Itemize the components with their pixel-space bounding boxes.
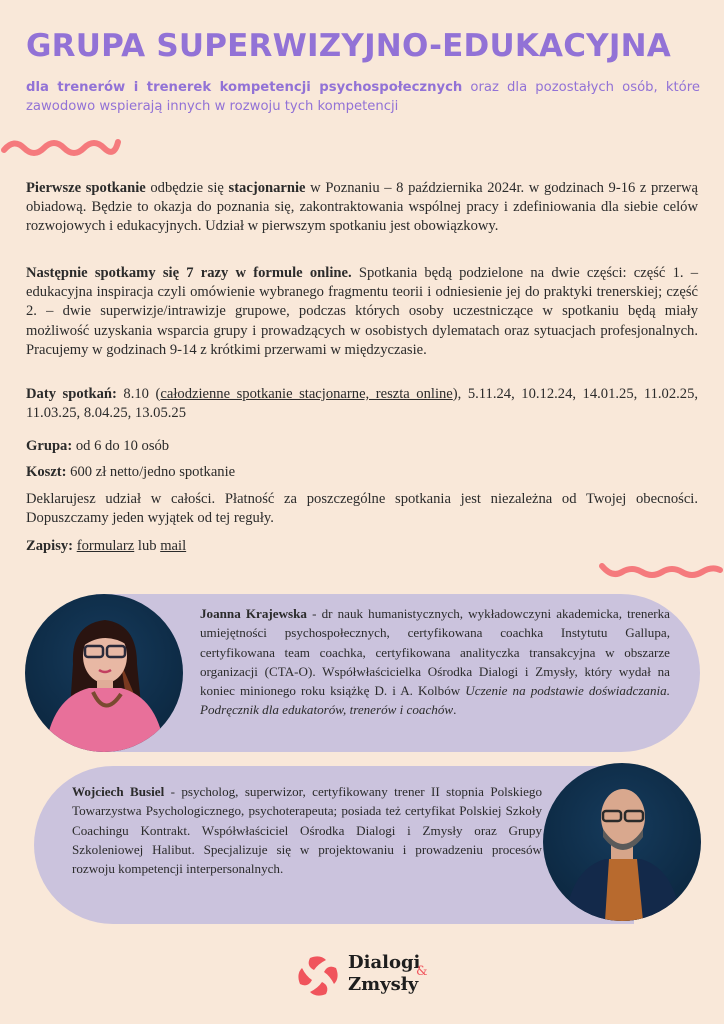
text: 8.10 ( [116,386,161,402]
dialogi-zmysly-logo [296,952,436,1002]
logo-line1: Dialogi [348,952,421,973]
trainer-bio-text: - psycholog, superwizor, certyfikowany trener II stopnia Polskiego Towarzystwa Psychologicznego, psychoterapeuta; posiada też certyfikat Polskiej Szkoły Coachingu Kontrakt. Współwłaściciel Ośrodka Dialogi i Zmysły oraz Grupy Szkoleniowej Halibut. Specjalizuje się w projektowaniu i prowadzeniu procesów rozwoju kompetencji interpersonalnych. [72,784,542,877]
form-link[interactable]: formularz [76,538,135,554]
cost-value: 600 zł netto/jedno spotkanie [66,464,236,480]
trainer-name: Joanna Krajewska [200,606,307,621]
trainer-bio-wojciech [72,782,542,878]
dates-label: Daty spotkań: [26,386,117,402]
text: odbędzie się [145,180,229,196]
book-title: Uczenie na podstawie doświadczania. Podręcznik dla edukatorów, trenerów i coachów [200,683,670,718]
signup-label: Zapisy: [26,538,74,554]
mail-link[interactable]: mail [160,538,187,554]
group-value: od 6 do 10 osób [72,438,170,454]
logo-ampersand: & [416,964,428,979]
meeting-dates [26,385,698,423]
first-meeting-label: Pierwsze spotkanie [26,180,146,196]
logo-line2: Zmysły [348,974,419,995]
logo-text [348,952,420,996]
trainer-bio-joanna [200,604,670,720]
signup [26,537,698,556]
trainer-bio-text: - dr nauk humanistycznych, wykładowczyni akademicka, trenerka umiejętności psychospołecznych, certyfikowana coachka Instytutu Gallupa, certyfikowana team coachka, certyfikowana analityczka transakcyjna w obszarze organizacji (CTA-O). Współwłaścicielka Ośrodka Dialogi i Zmysły, który wydał na koniec minionego roku książkę D. i A. Kolbów [200,606,670,699]
stationary-label: stacjonarnie [228,180,306,196]
paragraph-online-meetings [26,264,698,360]
declaration: Deklarujesz udział w całości. Płatność za poszczególne spotkania jest niezależna od Twojej obecności. Dopuszczamy jeden wyjątek od tej reguły. [26,491,698,527]
dates-note-link[interactable]: całodzienne spotkanie stacjonarne, reszta online [160,386,453,402]
text: ), 5.11.24, 10.12.24, 14.01.25, 11.02.25, 11.03.25, 8.04.25, 13.05.25 [26,386,699,422]
text: . [453,702,457,718]
trainer-photo-joanna [25,594,183,752]
cost-label: Koszt: [26,464,67,480]
wave-decoration-right [596,560,724,584]
subtitle-rest: oraz dla pozostałych osób, które zawodowo wspierają innych w rozwoju tych kompetencji [26,80,700,114]
online-meetings-label: Następnie spotkamy się 7 razy w formule online. [26,265,352,281]
text: Spotkania będą podzielone na dwie części: część 1. – edukacyjna inspiracja czyli omówienie wybranego fragmentu teorii i odniesienie jej do praktyki trenerskiej; część 2. – dwie superwizje/intrawizje grupowe, podczas których osoby uczestniczące w spotkaniu będą miały możliwość uzyskania wsparcia grupy i prowadzących w osobistych dylematach oraz sytuacjach profesjonalnych. Pracujemy w godzinach 9-14 z krótkimi przerwami w międzyczasie. [26,265,699,358]
trainer-name: Wojciech Busiel [72,784,165,799]
paragraph-first-meeting [26,179,698,237]
text: w Poznaniu – 8 października 2024r. w godzinach 9-16 z przerwą obiadową. Będzie to okazja do poznania się, zakontraktowania wspólnej pracy i zdefiniowania dla siebie celów rozwojowych i edukacyjnych. Udział w pierwszym spotkaniu jest obowiązkowy. [26,180,698,235]
wave-decoration-top [0,136,124,160]
subtitle-bold: dla trenerów i trenerek kompetencji psychospołecznych [26,80,463,95]
logo-mark-icon [296,954,340,998]
page-subtitle [26,78,700,116]
trainer-photo-wojciech [543,763,701,921]
text: lub [134,538,161,554]
page-title: GRUPA SUPERWIZYJNO-EDUKACYJNA [26,28,671,64]
group-label: Grupa: [26,438,73,454]
group-size [26,437,698,456]
cost [26,463,698,482]
